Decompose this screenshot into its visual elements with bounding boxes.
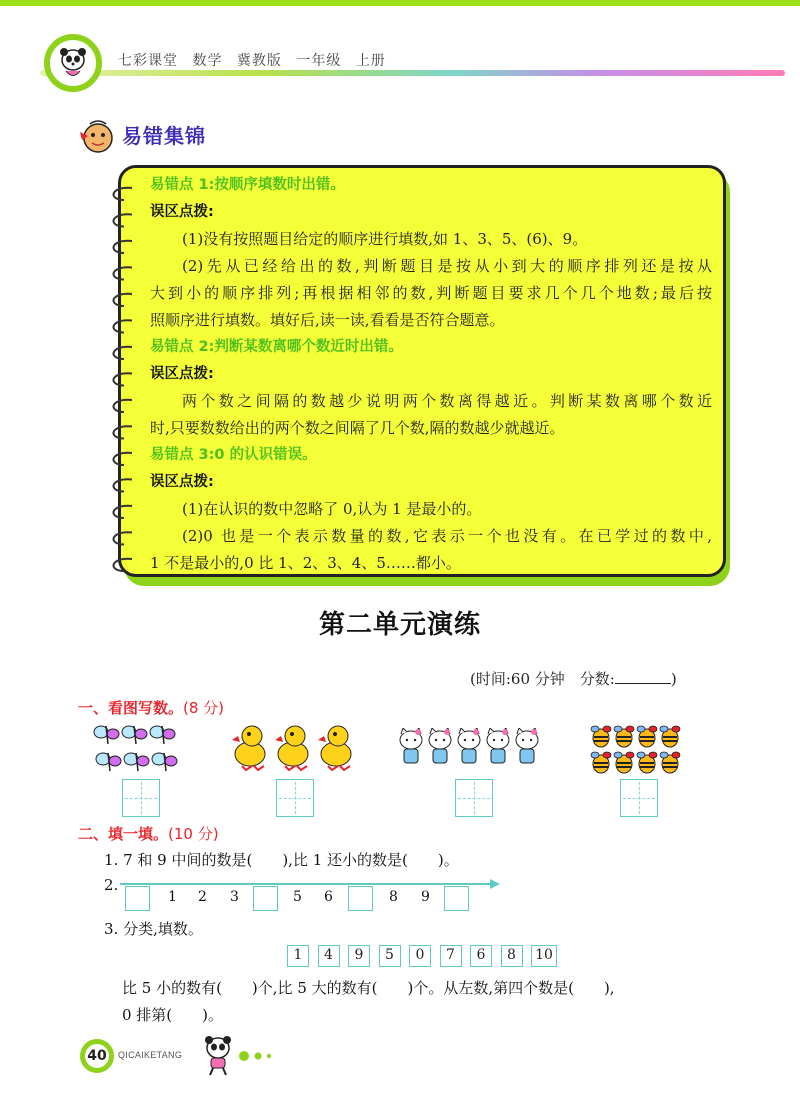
header-subject: 数学: [192, 53, 223, 69]
notebook-content: [150, 172, 712, 577]
q2-item1: 1. 7 和 9 中间的数是( ),比 1 还小的数是( )。: [104, 851, 459, 869]
header-accent-strip: [0, 0, 800, 6]
butterfly-icon: [94, 726, 119, 744]
spiral-ring: [114, 426, 132, 438]
q2-item3-line1: 比 5 小的数有( )个,比 5 大的数有( )个。从左数,第四个数是( ),: [122, 979, 615, 997]
header-grade: 一年级: [296, 53, 342, 69]
section-title: 易错集锦: [122, 124, 206, 148]
time-score-line: [470, 668, 677, 689]
spiral-ring: [114, 320, 132, 332]
butterfly-icon: [96, 753, 121, 771]
notebook-line: 易错点 2:判断某数离哪个数近时出错。: [150, 339, 403, 355]
butterfly-icon: [152, 753, 177, 771]
header-series: 七彩课堂: [118, 53, 178, 69]
number-card: 10: [531, 945, 557, 967]
notebook-line: 误区点拨:: [150, 474, 214, 490]
spiral-ring: [114, 479, 132, 491]
notebook-line: 时,只要数数给出的两个数之间隔了几个数,隔的数越少就越近。: [150, 419, 565, 437]
q2-points: (10 分): [168, 825, 219, 843]
number-line-blank-3[interactable]: [348, 886, 373, 911]
answer-box-kitties[interactable]: [455, 779, 493, 817]
answer-box-butterflies[interactable]: [122, 779, 160, 817]
ducks-picture: [232, 722, 358, 772]
bee-icon: [591, 726, 611, 747]
notebook-line: (2)0 也是一个表示数量的数,它表示一个也没有。在已学过的数中,: [182, 527, 712, 545]
kitty-icon: [429, 728, 451, 763]
mascot-head-icon: [76, 118, 116, 156]
bee-icon: [660, 726, 680, 747]
number-line-tick-label: 3: [230, 889, 239, 905]
header-edition: 冀教版: [236, 53, 282, 69]
number-line-tick-label: 2: [198, 889, 207, 905]
notebook-line: (2)先从已经给出的数,判断题目是按从小到大的顺序排列还是按从: [182, 257, 712, 275]
spiral-ring: [114, 267, 132, 279]
spiral-ring: [114, 453, 132, 465]
butterflies-picture: [93, 722, 179, 776]
header-title: [118, 50, 395, 70]
answer-box-bees[interactable]: [620, 779, 658, 817]
number-card: 9: [348, 945, 370, 967]
notebook-line: 易错点 3:0 的认识错误。: [150, 447, 317, 463]
number-card: 7: [440, 945, 462, 967]
notebook-line: 误区点拨:: [150, 204, 214, 220]
answer-box-ducks[interactable]: [276, 779, 314, 817]
duck-icon: [232, 726, 265, 770]
q2-title: [78, 823, 219, 844]
header-mascot-badge: [44, 34, 102, 92]
notebook-line: (1)没有按照题目给定的顺序进行填数,如 1、3、5、(6)、9。: [182, 230, 588, 248]
butterfly-icon: [122, 726, 147, 744]
q2-title-text: 二、填一填。: [78, 825, 169, 843]
spiral-ring: [114, 188, 132, 200]
spiral-ring: [114, 506, 132, 518]
bee-icon: [614, 752, 634, 773]
kitties-picture: [398, 728, 544, 768]
bee-icon: [591, 752, 611, 773]
bee-icon: [614, 726, 634, 747]
spiral-ring: [114, 294, 132, 306]
spiral-ring: [114, 347, 132, 359]
duck-icon: [275, 726, 308, 770]
notebook-line: (1)在认识的数中忽略了 0,认为 1 是最小的。: [182, 500, 482, 518]
spiral-ring: [114, 559, 132, 571]
number-card: 1: [287, 945, 309, 967]
q1-points: (8 分): [183, 699, 225, 717]
bee-icon: [637, 726, 657, 747]
notebook-line: 照顺序进行填数。填好后,读一读,看看是否符合题意。: [150, 311, 505, 329]
number-line-tick-label: 5: [293, 889, 302, 905]
butterfly-icon: [124, 753, 149, 771]
footer-mascot-icon: [198, 1034, 238, 1076]
number-card: 0: [409, 945, 431, 967]
bee-icon: [660, 752, 680, 773]
number-line-tick-label: 6: [324, 889, 333, 905]
q1-title: [78, 697, 224, 718]
notebook-line: 大到小的顺序排列;再根据相邻的数,判断题目要求几个几个地数;最后按: [150, 284, 712, 302]
notebook-line: 1 不是最小的,0 比 1、2、3、4、5……都小。: [150, 554, 461, 572]
butterfly-icon: [150, 726, 175, 744]
q1-title-text: 一、看图写数。: [78, 699, 184, 717]
number-card: 4: [318, 945, 340, 967]
q2-item2-label: 2.: [104, 876, 119, 894]
spiral-binding-icon: [106, 178, 140, 578]
kitty-icon: [516, 728, 538, 763]
spiral-ring: [114, 214, 132, 226]
page-number: 40: [80, 1039, 114, 1073]
header-volume: 上册: [355, 53, 386, 69]
q2-item3-line2: 0 排第( )。: [122, 1006, 224, 1024]
notebook-line: 易错点 1:按顺序填数时出错。: [150, 177, 345, 193]
number-card: 6: [470, 945, 492, 967]
spiral-ring: [114, 400, 132, 412]
number-line-blank-2[interactable]: [253, 886, 278, 911]
footer-brand: QICAIKETANG: [118, 1050, 183, 1060]
number-line-blank-1[interactable]: [125, 886, 150, 911]
number-line-tick-label: 1: [168, 889, 177, 905]
duck-icon: [318, 726, 351, 770]
time-score-text: (时间:60 分钟 分数:: [470, 670, 615, 688]
notebook-line: 误区点拨:: [150, 366, 214, 382]
number-line-tick-label: 8: [389, 889, 398, 905]
kitty-icon: [400, 728, 422, 763]
spiral-ring: [114, 241, 132, 253]
number-card: 8: [501, 945, 523, 967]
number-line-blank-4[interactable]: [444, 886, 469, 911]
unit-title: 第二单元演练: [318, 610, 481, 640]
bees-picture: [590, 724, 686, 776]
bee-icon: [637, 752, 657, 773]
number-card: 5: [379, 945, 401, 967]
q2-item3: 3. 分类,填数。: [104, 920, 203, 938]
spiral-ring: [114, 532, 132, 544]
panda-mascot-icon: [54, 44, 92, 82]
time-score-close: ): [670, 670, 677, 688]
kitty-icon: [487, 728, 509, 763]
number-line-tick-label: 9: [421, 889, 430, 905]
kitty-icon: [458, 728, 480, 763]
notebook-line: 两个数之间隔的数越少说明两个数离得越近。判断某数离哪个数近: [182, 392, 712, 410]
footer-dots-icon: [238, 1050, 278, 1062]
number-line: [100, 874, 500, 914]
header-gradient-bar: [40, 70, 785, 76]
score-blank[interactable]: [615, 670, 671, 684]
spiral-ring: [114, 373, 132, 385]
